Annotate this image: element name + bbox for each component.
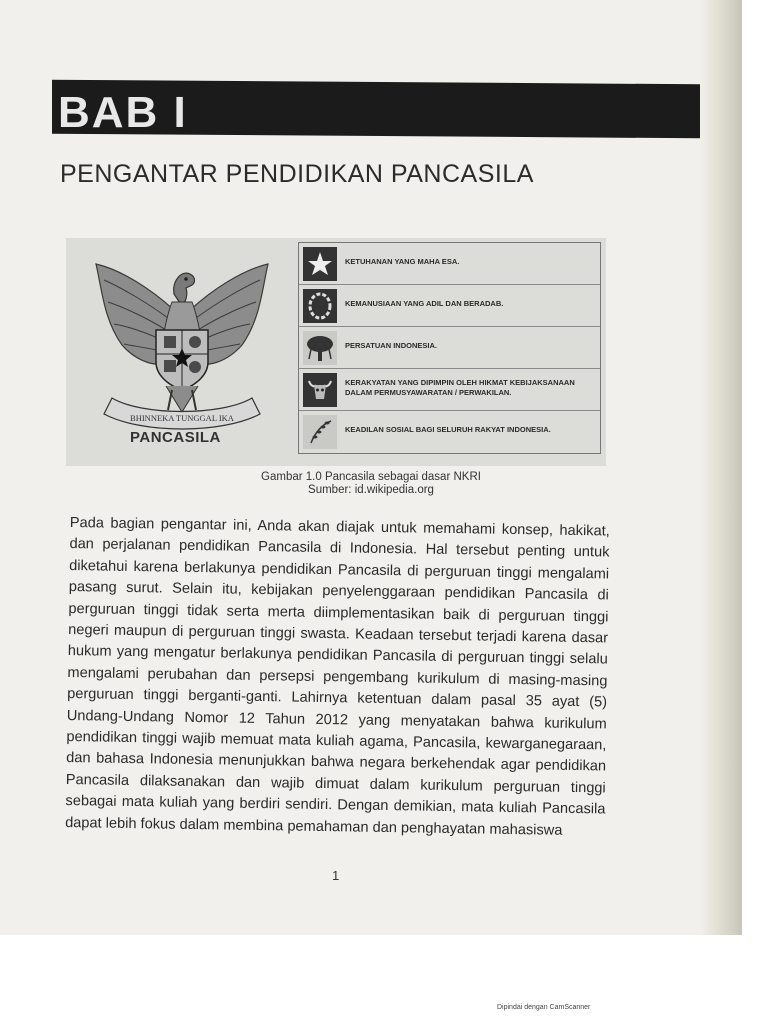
sila-text: KERAKYATAN YANG DIPIMPIN OLEH HIKMAT KEBIJAKSANAAN DALAM PERMUSYAWARATAN / PERWAKILAN. — [345, 378, 575, 397]
emblem-label: PANCASILA — [130, 429, 221, 446]
sila-text: PERSATUAN INDONESIA. — [345, 341, 437, 350]
sila-text: KEADILAN SOSIAL BAGI SELURUH RAKYAT INDONESIA. — [345, 425, 551, 434]
sila-row — [299, 369, 600, 411]
emblem-motto: BHINNEKA TUNGGAL IKA — [130, 413, 234, 423]
garuda-emblem-icon — [82, 250, 282, 450]
banyan-tree-icon — [303, 331, 337, 365]
star-icon — [303, 247, 337, 281]
page-edge-shadow — [700, 0, 742, 935]
figure-caption: Gambar 1.0 Pancasila sebagai dasar NKRI — [261, 471, 481, 483]
body-paragraph: Pada bagian pengantar ini, Anda akan diajak untuk memahami konsep, hakikat, dan perjalanan pendidikan Pancasila di Indonesia. Hal tersebut penting untuk diketahui karena berlakunya pendidikan Pancasila di perguruan tinggi mengalami pasang surut. Selain itu, kebijakan penyelenggaraan pendidikan Pancasila di perguruan tinggi tidak serta merta diimplementasikan baik di perguruan tinggi negeri maupun di perguruan tinggi swasta. Keadaan tersebut terjadi karena dasar hukum yang mengatur berlakunya pendidikan Pancasila di perguruan tinggi selalu mengalami perubahan dan persepsi pengembang kurikulum di masing-masing perguruan tinggi berganti-ganti. Lahirnya ketentuan dalam pasal 35 ayat (5) Undang-Undang Nomor 12 Tahun 2012 yang menyatakan bahwa kurikulum pendidikan tinggi wajib memuat mata kuliah agama, Pancasila, kewarganegaraan, dan bahasa Indonesia menunjukkan bahwa negara berkehendak agar pendidikan Pancasila dilaksanakan dan wajib dimuat dalam kurikulum perguruan tinggi sebagai mata kuliah yang berdiri sendiri. Dengan demikian, mata kuliah Pancasila dapat lebih fokus dalam membina pemahaman dan penghayatan mahasiswa — [65, 514, 610, 839]
sila-row — [299, 285, 600, 327]
chapter-label: BAB I — [58, 88, 188, 137]
chapter-title: PENGANTAR PENDIDIKAN PANCASILA — [60, 160, 534, 188]
bull-head-icon — [303, 373, 337, 407]
scanner-footer: Dipindai dengan CamScanner — [497, 1004, 591, 1011]
page-number: 1 — [332, 868, 340, 883]
sila-row — [299, 327, 600, 369]
sila-text: KEMANUSIAAN YANG ADIL DAN BERADAB. — [345, 299, 504, 308]
rice-cotton-icon — [303, 415, 337, 449]
sila-row — [299, 243, 600, 285]
sila-text: KETUHANAN YANG MAHA ESA. — [345, 257, 460, 266]
sila-row — [299, 411, 600, 453]
sila-table — [298, 242, 601, 454]
figure-source: Sumber: id.wikipedia.org — [308, 484, 434, 496]
chain-icon — [303, 289, 337, 323]
